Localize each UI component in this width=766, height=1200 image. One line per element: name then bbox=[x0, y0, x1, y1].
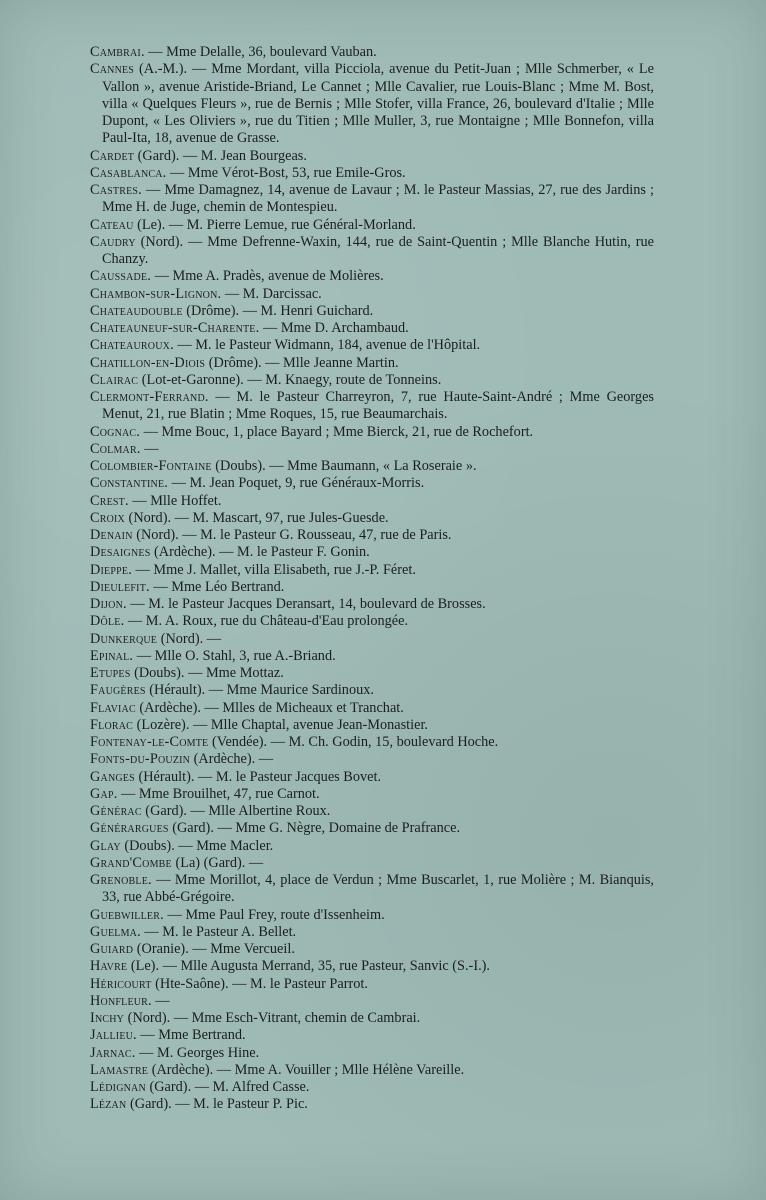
directory-entry bbox=[90, 838, 654, 855]
entry-place: Inchy bbox=[90, 1010, 125, 1026]
entry-detail: — M. Georges Hine. bbox=[135, 1044, 260, 1061]
entry-detail: (Ardèche). — M. le Pasteur F. Gonin. bbox=[150, 544, 370, 561]
directory-entry bbox=[90, 372, 654, 389]
directory-entry bbox=[90, 303, 654, 320]
entry-place: Cateau bbox=[90, 216, 134, 233]
entry-place: Fontenay-le-Comte bbox=[90, 734, 209, 750]
entry-place: Jallieu. bbox=[90, 1027, 137, 1044]
entry-detail: — Mme Vérot-Bost, 53, rue Emile-Gros. bbox=[166, 164, 406, 181]
directory-entry bbox=[90, 734, 654, 751]
entry-place: Lézan bbox=[90, 1096, 127, 1113]
directory-entry bbox=[90, 217, 654, 234]
entry-place: Chambon-sur-Lignon. bbox=[90, 285, 222, 302]
entry-detail: (Le). — Mlle Augusta Merrand, 35, rue Pasteur, Sanvic (S.-I.). bbox=[127, 958, 490, 975]
entry-detail: — Mme A. Pradès, avenue de Molières. bbox=[151, 268, 384, 285]
directory-entry bbox=[90, 855, 654, 872]
entry-detail: (Vendée). — M. Ch. Godin, 15, boulevard Hoche. bbox=[208, 734, 499, 750]
directory-entry bbox=[90, 389, 654, 424]
entry-place: Ganges bbox=[90, 768, 135, 785]
directory-entry bbox=[90, 1096, 654, 1113]
directory-entry bbox=[90, 665, 654, 682]
directory-entry bbox=[90, 44, 654, 61]
directory-entry bbox=[90, 751, 654, 768]
entry-place: Croix bbox=[90, 509, 125, 526]
entry-place: Caussade. bbox=[90, 268, 152, 285]
directory-entry bbox=[90, 148, 654, 165]
entry-detail: — M. Jean Poquet, 9, rue Généraux-Morris. bbox=[168, 475, 425, 492]
entry-place: Chatillon-en-Diois bbox=[90, 354, 206, 371]
entry-detail: — Mme Damagnez, 14, avenue de Lavaur ; M. le Pasteur Massias, 27, rue des Jardins ; Mme H. de Juge, chemin de Montespieu. bbox=[102, 182, 654, 216]
entry-place: Dieulefit. bbox=[90, 578, 150, 595]
directory-entry bbox=[90, 1079, 654, 1096]
entry-detail: (Gard). — M. Alfred Casse. bbox=[145, 1079, 310, 1095]
entry-detail: — Mme Bertrand. bbox=[136, 1027, 246, 1044]
entry-detail: — Mme J. Mallet, villa Elisabeth, rue J.-P. Féret. bbox=[131, 561, 416, 578]
directory-entry bbox=[90, 441, 654, 458]
entry-detail: (Oranie). — Mme Vercueil. bbox=[133, 941, 295, 957]
entry-place: Etupes bbox=[90, 665, 131, 681]
entry-place: Flaviac bbox=[90, 699, 136, 716]
directory-entry bbox=[90, 872, 654, 907]
directory-entry bbox=[90, 786, 654, 803]
directory-entry bbox=[90, 769, 654, 786]
entry-detail: — M. le Pasteur A. Bellet. bbox=[140, 923, 297, 940]
entry-detail: — Mlle Hoffet. bbox=[128, 492, 222, 509]
entry-place: Grand'Combe bbox=[90, 854, 172, 871]
entry-detail: (Hérault). — M. le Pasteur Jacques Bovet. bbox=[134, 768, 382, 785]
entry-place: Clairac bbox=[90, 371, 139, 388]
entry-detail: (Doubs). — Mme Macler. bbox=[120, 837, 274, 854]
entry-detail: (Nord). — Mme Esch-Vitrant, chemin de Cambrai. bbox=[124, 1010, 421, 1026]
entry-place: Desaignes bbox=[90, 544, 151, 561]
entry-detail: — Mme Delalle, 36, boulevard Vauban. bbox=[144, 44, 377, 60]
entry-place: Castres. bbox=[90, 182, 142, 198]
entry-detail: — M. A. Roux, rue du Château-d'Eau prolongée. bbox=[124, 613, 409, 630]
directory-entry bbox=[90, 613, 654, 630]
directory-entry bbox=[90, 424, 654, 441]
entry-detail: (Nord). — Mme Defrenne-Waxin, 144, rue de Saint-Quentin ; Mlle Blanche Hutin, rue Chanzy. bbox=[102, 233, 654, 267]
directory-entry bbox=[90, 268, 654, 285]
directory-entry bbox=[90, 510, 654, 527]
entry-place: Cardet bbox=[90, 147, 135, 164]
directory-entry bbox=[90, 1045, 654, 1062]
directory-entry bbox=[90, 182, 654, 217]
entry-place: Honfleur. bbox=[90, 992, 152, 1009]
entry-detail: (Le). — M. Pierre Lemue, rue Général-Morland. bbox=[133, 216, 416, 233]
entry-detail: (Gard). — Mme G. Nègre, Domaine de Prafrance. bbox=[168, 820, 461, 837]
entry-place: Cambrai. bbox=[90, 44, 145, 60]
entry-detail: — Mme Morillot, 4, place de Verdun ; Mme Buscarlet, 1, rue Molière ; M. Bianquis, 33, rue Abbé-Grégoire. bbox=[102, 872, 654, 906]
entry-detail: (La) (Gard). — bbox=[171, 854, 264, 871]
directory-entry bbox=[90, 493, 654, 510]
entry-place: Florac bbox=[90, 716, 134, 733]
entry-detail: — Mme Bouc, 1, place Bayard ; Mme Bierck, 21, rue de Rochefort. bbox=[140, 423, 534, 440]
directory-entry bbox=[90, 355, 654, 372]
directory-list bbox=[90, 44, 654, 1114]
entry-place: Dijon. bbox=[90, 596, 127, 612]
entry-place: Grenoble. bbox=[90, 872, 152, 888]
entry-place: Casablanca. bbox=[90, 164, 167, 181]
entry-place: Denain bbox=[90, 527, 133, 543]
entry-detail: (Hte-Saône). — M. le Pasteur Parrot. bbox=[151, 975, 368, 992]
entry-place: Dunkerque bbox=[90, 630, 158, 647]
entry-detail: — Mme Léo Bertrand. bbox=[149, 578, 285, 595]
entry-place: Générargues bbox=[90, 820, 169, 837]
entry-detail: — bbox=[151, 992, 170, 1009]
directory-entry bbox=[90, 993, 654, 1010]
directory-entry bbox=[90, 475, 654, 492]
entry-place: Glay bbox=[90, 837, 121, 854]
entry-place: Colombier-Fontaine bbox=[90, 458, 212, 474]
entry-place: Clermont-Ferrand. bbox=[90, 389, 209, 405]
entry-place: Guebwiller. bbox=[90, 906, 164, 923]
directory-entry bbox=[90, 544, 654, 561]
directory-entry bbox=[90, 286, 654, 303]
directory-entry bbox=[90, 1010, 654, 1027]
entry-detail: — Mme Paul Frey, route d'Issenheim. bbox=[163, 906, 385, 923]
entry-detail: — M. le Pasteur Widmann, 184, avenue de l'Hôpital. bbox=[173, 337, 481, 354]
entry-place: Havre bbox=[90, 958, 128, 975]
entry-detail: (Ardèche). — bbox=[190, 751, 274, 768]
entry-detail: (Ardèche). — Mme A. Vouiller ; Mlle Hélène Vareille. bbox=[148, 1061, 465, 1078]
directory-entry bbox=[90, 165, 654, 182]
entry-place: Dieppe. bbox=[90, 561, 132, 578]
directory-entry bbox=[90, 976, 654, 993]
entry-detail: — M. le Pasteur Charreyron, 7, rue Haute-Saint-André ; Mme Georges Menut, 21, rue Blatin ; Mme Roques, 15, rue Beaumarchais. bbox=[102, 389, 654, 423]
entry-place: Cognac. bbox=[90, 423, 141, 440]
directory-entry bbox=[90, 579, 654, 596]
entry-detail: (Hérault). — Mme Maurice Sardinoux. bbox=[145, 682, 374, 699]
entry-place: Chateauroux. bbox=[90, 337, 174, 354]
directory-entry bbox=[90, 941, 654, 958]
directory-entry bbox=[90, 958, 654, 975]
directory-entry bbox=[90, 1027, 654, 1044]
entry-place: Lédignan bbox=[90, 1079, 146, 1095]
entry-place: Chateauneuf-sur-Charente. bbox=[90, 320, 260, 336]
directory-entry bbox=[90, 803, 654, 820]
entry-detail: (Drôme). — M. Henri Guichard. bbox=[182, 302, 374, 319]
entry-place: Faugères bbox=[90, 682, 146, 699]
entry-place: Cannes bbox=[90, 61, 135, 78]
entry-detail: — M. le Pasteur Jacques Deransart, 14, boulevard de Brosses. bbox=[126, 596, 486, 612]
directory-entry bbox=[90, 458, 654, 475]
directory-entry bbox=[90, 717, 654, 734]
entry-place: Colmar. bbox=[90, 440, 141, 457]
entry-detail: (Gard). — Mlle Albertine Roux. bbox=[141, 803, 331, 819]
entry-place: Générac bbox=[90, 803, 142, 819]
directory-entry bbox=[90, 61, 654, 147]
entry-detail: (Nord). — M. le Pasteur G. Rousseau, 47, rue de Paris. bbox=[132, 527, 452, 543]
entry-place: Chateaudouble bbox=[90, 302, 183, 319]
directory-entry bbox=[90, 924, 654, 941]
entry-detail: — M. Darcissac. bbox=[221, 285, 322, 302]
entry-place: Crest. bbox=[90, 492, 129, 509]
directory-entry bbox=[90, 700, 654, 717]
entry-detail: (Nord). — bbox=[157, 630, 222, 647]
directory-entry bbox=[90, 907, 654, 924]
directory-entry bbox=[90, 234, 654, 269]
entry-place: Jarnac. bbox=[90, 1044, 136, 1061]
directory-entry bbox=[90, 1062, 654, 1079]
entry-detail: (Lozère). — Mlle Chaptal, avenue Jean-Monastier. bbox=[133, 716, 429, 733]
entry-detail: (A.-M.). — Mme Mordant, villa Picciola, avenue du Petit-Juan ; Mlle Schmerber, « Le Vallon », avenue Aristide-Briand, Le Cannet ; Mlle Cavalier, rue Louis-Blanc ; Mme M. Bost, villa « Quelques Fleurs », rue de Bernis ; Mlle Stofer, villa France, 26, boulevard d'Italie ; Mlle Dupont, « Les Oliviers », rue du Titien ; Mlle Muller, 3, rue Montaigne ; Mlle Bonnefon, villa Paul-Ita, 18, avenue de Grasse. bbox=[102, 61, 654, 147]
entry-place: Fonts-du-Pouzin bbox=[90, 751, 191, 768]
entry-detail: (Drôme). — Mlle Jeanne Martin. bbox=[205, 354, 399, 371]
entry-place: Héricourt bbox=[90, 975, 152, 992]
entry-detail: (Ardèche). — Mlles de Micheaux et Tranchat. bbox=[135, 699, 404, 716]
entry-detail: — Mme D. Archambaud. bbox=[259, 320, 409, 336]
entry-detail: (Gard). — M. le Pasteur P. Pic. bbox=[126, 1096, 308, 1113]
directory-entry bbox=[90, 320, 654, 337]
directory-entry bbox=[90, 527, 654, 544]
entry-detail: (Lot-et-Garonne). — M. Knaegy, route de Tonneins. bbox=[138, 371, 442, 388]
entry-detail: (Doubs). — Mme Mottaz. bbox=[130, 665, 284, 681]
entry-place: Constantine. bbox=[90, 475, 169, 492]
directory-entry bbox=[90, 648, 654, 665]
entry-place: Guelma. bbox=[90, 923, 141, 940]
entry-detail: — Mlle O. Stahl, 3, rue A.-Briand. bbox=[133, 647, 336, 664]
entry-place: Caudry bbox=[90, 233, 136, 250]
directory-entry bbox=[90, 562, 654, 579]
entry-place: Guiard bbox=[90, 941, 134, 957]
entry-place: Lamastre bbox=[90, 1061, 149, 1078]
entry-detail: (Gard). — M. Jean Bourgeas. bbox=[134, 147, 307, 164]
entry-detail: (Nord). — M. Mascart, 97, rue Jules-Guesde. bbox=[124, 509, 389, 526]
entry-place: Dôle. bbox=[90, 613, 125, 630]
directory-entry bbox=[90, 596, 654, 613]
entry-detail: (Doubs). — Mme Baumann, « La Roseraie ». bbox=[211, 458, 477, 474]
entry-place: Epinal. bbox=[90, 647, 134, 664]
directory-entry bbox=[90, 337, 654, 354]
directory-entry bbox=[90, 682, 654, 699]
entry-detail: — bbox=[140, 440, 159, 457]
directory-entry bbox=[90, 820, 654, 837]
entry-place: Gap. bbox=[90, 785, 118, 802]
directory-entry bbox=[90, 631, 654, 648]
entry-detail: — Mme Brouilhet, 47, rue Carnot. bbox=[117, 785, 320, 802]
